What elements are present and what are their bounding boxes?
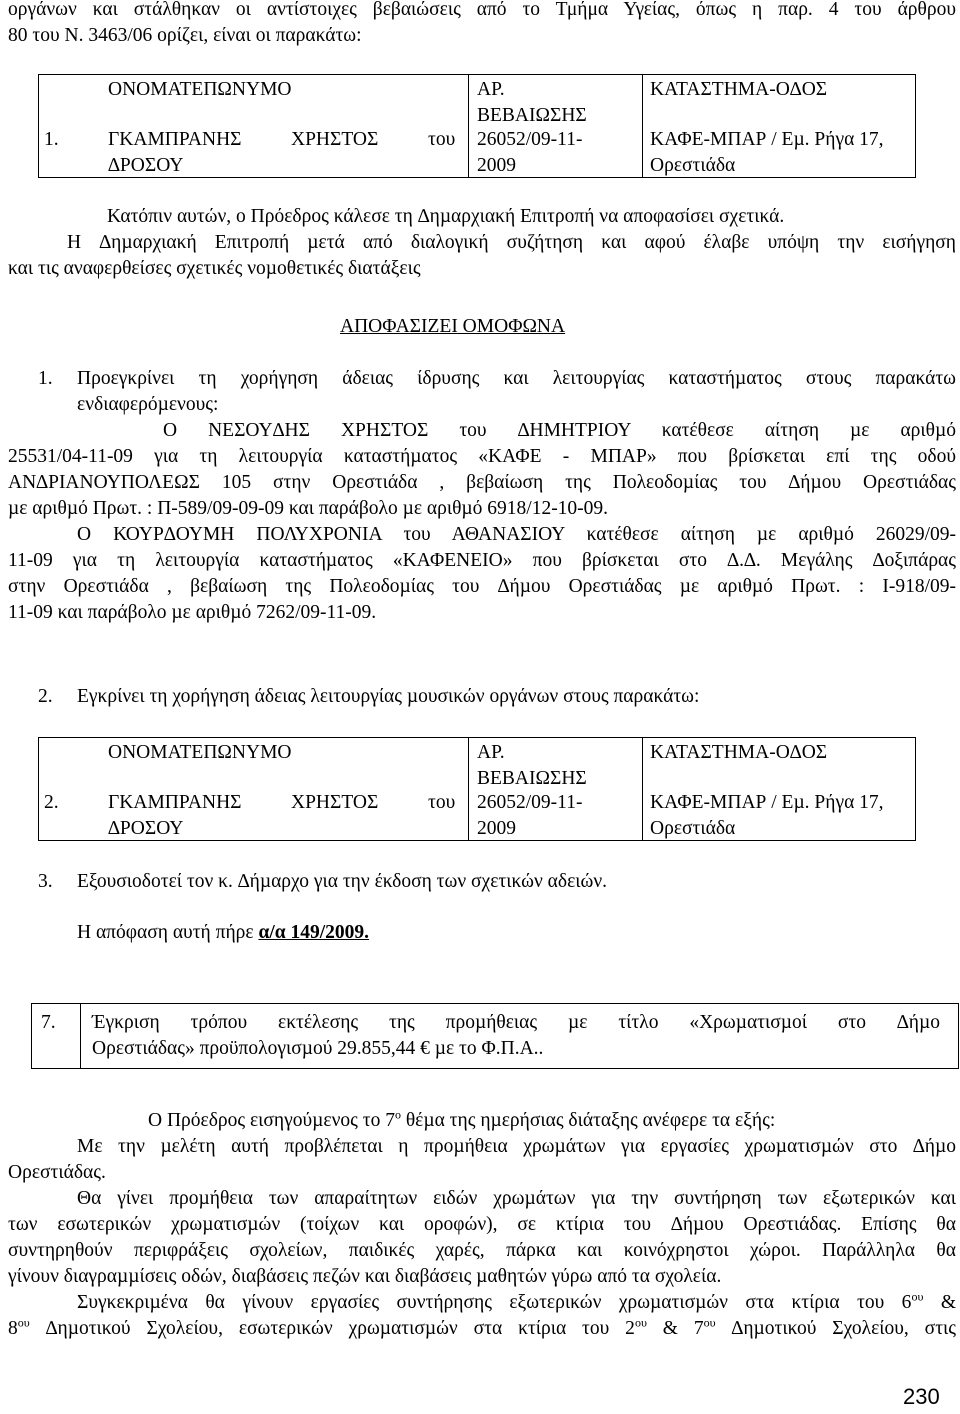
body-p3-sup-3: ου <box>634 1315 647 1330</box>
table-1-cert-1: 26052/09-11- <box>477 129 583 150</box>
after-table-line-2: Η ∆ηµαρχιακή Επιτροπή µετά από διαλογική συζήτηση και αφού έλαβε υπόψη την εισήγηση <box>67 232 956 253</box>
intro-line-2: 80 του Ν. 3463/06 ορίζει, είναι οι παρακάτω: <box>8 25 362 46</box>
applicant-1-line-1: Ο ΝΕΣΟΥ∆ΗΣ ΧΡΗΣΤΟΣ του ∆ΗΜΗΤΡΙΟΥ κατέθεσε αίτηση µε αριθµό <box>163 420 956 441</box>
item-1-number: 1. <box>38 368 53 389</box>
table-2-cert-2: 2009 <box>477 818 516 839</box>
body-p3-line-1 <box>77 1290 956 1316</box>
table-2-cert-1: 26052/09-11- <box>477 792 583 813</box>
item-2-number: 2. <box>38 686 53 707</box>
body-p3-sup-2: ου <box>17 1315 30 1330</box>
body-intro-sup: ο <box>394 1107 401 1122</box>
agenda-item-7-line-2: Ορεστιάδας» προϋπολογισµού 29.855,44 € µε το Φ.Π.Α.. <box>92 1038 544 1059</box>
table-1-header-name: ΟΝΟΜΑΤΕΠΩΝΥΜΟ <box>108 79 292 100</box>
table-2-name-line-2: ∆ΡΟΣΟΥ <box>108 818 184 839</box>
table-2-header-cert-1: ΑΡ. <box>477 742 505 763</box>
table-1-header-cert-1: ΑΡ. <box>477 79 505 100</box>
table-1-row-number: 1. <box>44 129 59 150</box>
body-p1-line-2: Ορεστιάδας. <box>8 1162 106 1183</box>
body-p3-line-2-c: & 7 <box>646 1318 704 1339</box>
agenda-item-7-box <box>31 1003 959 1069</box>
table-1-header-cert-2: ΒΕΒΑΙΩΣΗΣ <box>477 105 587 126</box>
item-1-line-1: Προεγκρίνει τη χορήγηση άδειας ίδρυσης και λειτουργίας καταστήµατος στους παρακάτω <box>77 368 956 389</box>
applicant-1-line-2: 25531/04-11-09 για τη λειτουργία καταστήµατος «ΚΑΦΕ - ΜΠΑΡ» που βρίσκεται επί της οδού <box>8 446 956 467</box>
body-intro-a: Ο Πρόεδρος εισηγούµενος το 7 <box>148 1110 395 1131</box>
agenda-item-7-line-1: Έγκριση τρόπου εκτέλεσης της προµήθειας µε τίτλο «Χρωµατισµοί στο ∆ήµο <box>92 1012 940 1033</box>
body-intro <box>148 1108 775 1134</box>
body-p3-sup-1: ου <box>911 1289 924 1304</box>
applicant-1-line-3: ΑΝ∆ΡΙΑΝΟΥΠΟΛΕΩΣ 105 στην Ορεστιάδα , βεβαίωση της Πολεοδοµίας του ∆ήµου Ορεστιάδας <box>8 472 956 493</box>
table-1-store-2: Ορεστιάδα <box>650 155 736 176</box>
item-3-number: 3. <box>38 871 53 892</box>
table-2-name-word-3: του <box>428 792 456 813</box>
body-p3-line-2 <box>8 1316 956 1342</box>
decision-number-value: α/α 149/2009. <box>258 922 370 943</box>
table-1-name-word-3: του <box>428 129 456 150</box>
body-p2-line-3: συντηρηθούν περιφράξεις σχολείων, παιδικές χαρές, πάρκα και κοινόχρηστοι χώροι. Παράλληλα θα <box>8 1240 956 1261</box>
table-2 <box>38 737 916 841</box>
table-2-store-1: ΚΑΦΕ-ΜΠΑΡ / Εµ. Ρήγα 17, <box>650 792 884 813</box>
body-p3-sup-4: ου <box>703 1315 716 1330</box>
page-number: 230 <box>903 1384 940 1409</box>
decision-number <box>77 920 369 946</box>
table-1-cert-2: 2009 <box>477 155 516 176</box>
decision-heading: ΑΠΟΦΑΣΙΖΕΙ ΟΜΟΦΩΝΑ <box>340 316 566 337</box>
agenda-item-7-number: 7. <box>41 1012 56 1033</box>
body-intro-b: θέµα της ηµερήσιας διάταξης ανέφερε τα εξής: <box>400 1110 776 1131</box>
body-p3-line-2-b: ∆ηµοτικού Σχολείου, εσωτερικών χρωµατισµών στα κτίρια του 2 <box>29 1318 635 1339</box>
applicant-2-line-2: 11-09 για τη λειτουργία καταστήµατος «ΚΑΦΕΝΕΙΟ» που βρίσκεται στο ∆.∆. Μεγάλης ∆οξιπάρας <box>8 550 956 571</box>
body-p2-line-2: των εσωτερικών χρωµατισµών (τοίχων και οροφών), σε κτίρια του ∆ήµου Ορεστιάδας. Επίσης θα <box>8 1214 956 1235</box>
table-1-store-1: ΚΑΦΕ-ΜΠΑΡ / Εµ. Ρήγα 17, <box>650 129 884 150</box>
table-2-store-2: Ορεστιάδα <box>650 818 736 839</box>
intro-line-1: οργάνων και στάλθηκαν οι αντίστοιχες βεβαιώσεις από το Τμήμα Υγείας, όπως η παρ. 4 του άρθρου <box>8 0 956 20</box>
table-1 <box>38 74 916 178</box>
table-1-name-word-2: ΧΡΗΣΤΟΣ <box>291 129 379 150</box>
table-1-header-store: ΚΑΤΑΣΤΗΜΑ-Ο∆ΟΣ <box>650 79 828 100</box>
table-2-header-cert-2: ΒΕΒΑΙΩΣΗΣ <box>477 768 587 789</box>
body-p3-line-1-b: & <box>923 1292 957 1313</box>
applicant-2-line-4: 11-09 και παράβολο µε αριθµό 7262/09-11-09. <box>8 602 377 623</box>
after-table-line-1: Κατόπιν αυτών, ο Πρόεδρος κάλεσε τη ∆ηµαρχιακή Επιτροπή να αποφασίσει σχετικά. <box>107 206 785 227</box>
decision-number-prefix: Η απόφαση αυτή πήρε <box>77 922 259 943</box>
body-p3-line-2-a: 8 <box>8 1318 18 1339</box>
body-p3-line-1-a: Συγκεκριµένα θα γίνουν εργασίες συντήρησης εξωτερικών χρωµατισµών στα κτίρια του 6 <box>77 1292 912 1313</box>
table-2-row-number: 2. <box>44 792 59 813</box>
body-p1-line-1: Με την µελέτη αυτή προβλέπεται η προµήθεια χρωµάτων για εργασίες χρωµατισµών στο ∆ήµο <box>77 1136 956 1157</box>
body-p2-line-1: Θα γίνει προµήθεια των απαραίτητων ειδών χρωµάτων για την συντήρηση των εξωτερικών και <box>77 1188 956 1209</box>
applicant-1-line-4: µε αριθµό Πρωτ. : Π-589/09-09-09 και παράβολο µε αριθµό 6918/12-10-09. <box>8 498 609 519</box>
applicant-2-line-1: Ο ΚΟΥΡ∆ΟΥΜΗ ΠΟΛΥΧΡΟΝΙΑ του ΑΘΑΝΑΣΙΟΥ κατέθεσε αίτηση µε αριθµό 26029/09- <box>77 524 956 545</box>
table-1-name-word-1: ΓΚΑΜΠΡΑΝΗΣ <box>108 129 242 150</box>
table-2-header-store: ΚΑΤΑΣΤΗΜΑ-Ο∆ΟΣ <box>650 742 828 763</box>
table-2-name-word-1: ΓΚΑΜΠΡΑΝΗΣ <box>108 792 242 813</box>
item-2-text: Εγκρίνει τη χορήγηση άδειας λειτουργίας µουσικών οργάνων στους παρακάτω: <box>77 686 700 707</box>
applicant-2-line-3: στην Ορεστιάδα , βεβαίωση της Πολεοδοµίας του ∆ήµου Ορεστιάδας µε αριθµό Πρωτ. : Ι-918/09- <box>8 576 956 597</box>
after-table-line-3: και τις αναφερθείσες σχετικές νοµοθετικές διατάξεις <box>8 258 421 279</box>
table-1-name-line-2: ∆ΡΟΣΟΥ <box>108 155 184 176</box>
item-1-line-2: ενδιαφερόµενους: <box>77 394 219 415</box>
item-3-text: Εξουσιοδοτεί τον κ. ∆ήµαρχο για την έκδοση των σχετικών αδειών. <box>77 871 608 892</box>
body-p3-line-2-d: ∆ηµοτικού Σχολείου, στις <box>715 1318 956 1339</box>
body-p2-line-4: γίνουν διαγραµµίσεις οδών, διαβάσεις πεζών και διαβάσεις µαθητών γύρω από τα σχολεία. <box>8 1266 722 1287</box>
table-2-header-name: ΟΝΟΜΑΤΕΠΩΝΥΜΟ <box>108 742 292 763</box>
table-2-name-word-2: ΧΡΗΣΤΟΣ <box>291 792 379 813</box>
